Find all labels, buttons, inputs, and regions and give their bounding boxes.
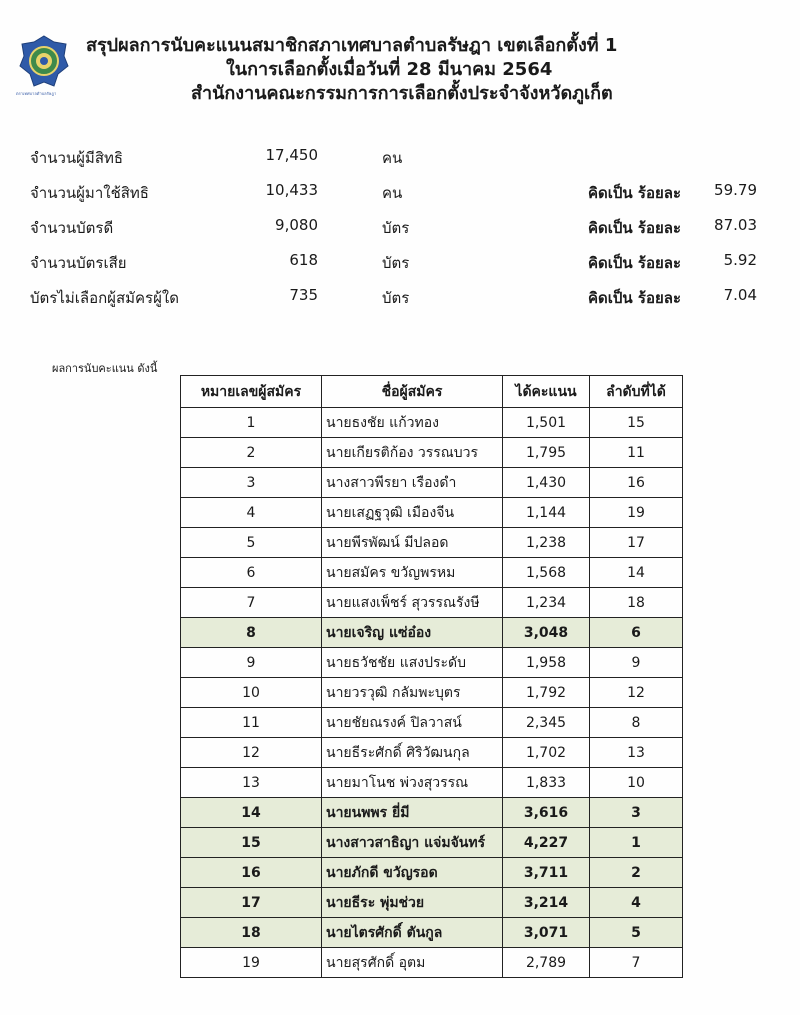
table-row — [181, 828, 683, 858]
table-body — [181, 408, 683, 978]
table-row — [181, 618, 683, 648]
table-row — [181, 888, 683, 918]
votes-cell: 2,789 — [503, 948, 590, 978]
rank-cell: 8 — [590, 708, 683, 738]
votes-cell: 1,234 — [503, 588, 590, 618]
candidate-number-cell: 5 — [181, 528, 322, 558]
rank-cell: 10 — [590, 768, 683, 798]
candidate-number-cell: 18 — [181, 918, 322, 948]
table-header-row — [181, 376, 683, 408]
votes-cell: 1,833 — [503, 768, 590, 798]
votes-cell: 3,616 — [503, 798, 590, 828]
candidate-name-cell: นายแสงเพ็ชร์ สุวรรณรังษี — [322, 588, 503, 618]
table-row — [181, 648, 683, 678]
rank-cell: 11 — [590, 438, 683, 468]
rank-cell: 5 — [590, 918, 683, 948]
stat-unit: บัตร — [382, 289, 410, 307]
stat-value: 735 — [289, 286, 318, 304]
rank-cell: 18 — [590, 588, 683, 618]
stat-percent: 87.03 — [714, 216, 757, 234]
header-votes: ได้คะแนน — [503, 376, 590, 408]
emblem-caption: ตราเทศบาลตำบลรัษฎา — [16, 91, 57, 96]
candidate-number-cell: 4 — [181, 498, 322, 528]
table-row — [181, 948, 683, 978]
candidate-name-cell: นายชัยณรงค์ ปิลวาสน์ — [322, 708, 503, 738]
rank-cell: 1 — [590, 828, 683, 858]
table-row — [181, 918, 683, 948]
stat-label: จำนวนบัตรดี — [30, 219, 114, 237]
rank-cell: 15 — [590, 408, 683, 438]
rank-cell: 17 — [590, 528, 683, 558]
table-row — [181, 438, 683, 468]
votes-cell: 1,238 — [503, 528, 590, 558]
candidate-name-cell: นายพีรพัฒน์ มีปลอด — [322, 528, 503, 558]
candidate-name-cell: นายมาโนช พ่วงสุวรรณ — [322, 768, 503, 798]
candidate-number-cell: 3 — [181, 468, 322, 498]
candidate-number-cell: 9 — [181, 648, 322, 678]
stat-percent: 59.79 — [714, 181, 757, 199]
candidate-name-cell: นายไตรศักดิ์ ตันกูล — [322, 918, 503, 948]
candidate-name-cell: นางสาวพีรยา เรืองดำ — [322, 468, 503, 498]
rank-cell: 9 — [590, 648, 683, 678]
candidate-name-cell: นายธงชัย แก้วทอง — [322, 408, 503, 438]
stat-unit: บัตร — [382, 254, 410, 272]
table-row — [181, 798, 683, 828]
stat-percent-label: คิดเป็น ร้อยละ — [588, 184, 682, 202]
stat-percent-label: คิดเป็น ร้อยละ — [588, 254, 682, 272]
rank-cell: 2 — [590, 858, 683, 888]
candidate-number-cell: 11 — [181, 708, 322, 738]
stat-unit: คน — [382, 149, 403, 167]
votes-cell: 1,568 — [503, 558, 590, 588]
stat-row — [0, 251, 800, 286]
stat-row — [0, 286, 800, 321]
candidate-number-cell: 12 — [181, 738, 322, 768]
votes-cell: 1,795 — [503, 438, 590, 468]
candidate-name-cell: นายธีระ พุ่มช่วย — [322, 888, 503, 918]
candidate-name-cell: นายเกียรติก้อง วรรณบวร — [322, 438, 503, 468]
rank-cell: 14 — [590, 558, 683, 588]
candidate-number-cell: 15 — [181, 828, 322, 858]
header-rank: ลำดับที่ได้ — [590, 376, 683, 408]
candidate-number-cell: 14 — [181, 798, 322, 828]
candidate-number-cell: 7 — [181, 588, 322, 618]
rank-cell: 13 — [590, 738, 683, 768]
stat-label: บัตรไม่เลือกผู้สมัครผู้ใด — [30, 289, 179, 307]
table-row — [181, 858, 683, 888]
stat-value: 618 — [289, 251, 318, 269]
stat-row — [0, 216, 800, 251]
votes-cell: 1,958 — [503, 648, 590, 678]
votes-cell: 3,711 — [503, 858, 590, 888]
header-candidate-number: หมายเลขผู้สมัคร — [181, 376, 322, 408]
candidate-name-cell: นายธวัชชัย แสงประดับ — [322, 648, 503, 678]
title-line-3: สำนักงานคณะกรรมการการเลือกตั้งประจำจังหวัดภูเก็ต — [191, 83, 613, 104]
table-row — [181, 498, 683, 528]
table-row — [181, 768, 683, 798]
candidate-name-cell: นายสุรศักดิ์ อุตม — [322, 948, 503, 978]
table-row — [181, 588, 683, 618]
stat-percent-label: คิดเป็น ร้อยละ — [588, 219, 682, 237]
rank-cell: 4 — [590, 888, 683, 918]
stat-value: 10,433 — [265, 181, 318, 199]
stat-row — [0, 181, 800, 216]
votes-cell: 4,227 — [503, 828, 590, 858]
stat-unit: บัตร — [382, 219, 410, 237]
table-row — [181, 558, 683, 588]
table-row — [181, 708, 683, 738]
votes-cell: 3,048 — [503, 618, 590, 648]
voting-statistics — [0, 146, 800, 321]
candidate-number-cell: 8 — [181, 618, 322, 648]
stat-row — [0, 146, 800, 181]
candidate-number-cell: 19 — [181, 948, 322, 978]
title-line-1: สรุปผลการนับคะแนนสมาชิกสภาเทศบาลตำบลรัษฎา เขตเลือกตั้งที่ 1 — [86, 35, 618, 56]
candidate-name-cell: นายเจริญ แซ่อ๋อง — [322, 618, 503, 648]
stat-value: 9,080 — [275, 216, 318, 234]
stat-label: จำนวนบัตรเสีย — [30, 254, 127, 272]
candidate-name-cell: นายธีระศักดิ์ ศิริวัฒนกุล — [322, 738, 503, 768]
stat-value: 17,450 — [265, 146, 318, 164]
candidate-number-cell: 6 — [181, 558, 322, 588]
candidate-number-cell: 1 — [181, 408, 322, 438]
stat-percent-label: คิดเป็น ร้อยละ — [588, 289, 682, 307]
votes-cell: 1,702 — [503, 738, 590, 768]
candidate-name-cell: นางสาวสาธิญา แจ่มจันทร์ — [322, 828, 503, 858]
stat-percent: 7.04 — [723, 286, 757, 304]
rank-cell: 19 — [590, 498, 683, 528]
candidate-number-cell: 16 — [181, 858, 322, 888]
stat-label: จำนวนผู้มีสิทธิ — [30, 149, 124, 167]
votes-cell: 1,430 — [503, 468, 590, 498]
votes-cell: 2,345 — [503, 708, 590, 738]
table-row — [181, 528, 683, 558]
results-title: ผลการนับคะแนน ดังนี้ — [52, 362, 158, 375]
rank-cell: 7 — [590, 948, 683, 978]
stat-percent: 5.92 — [723, 251, 757, 269]
rank-cell: 16 — [590, 468, 683, 498]
rank-cell: 12 — [590, 678, 683, 708]
rank-cell: 3 — [590, 798, 683, 828]
votes-cell: 1,144 — [503, 498, 590, 528]
table-row — [181, 738, 683, 768]
candidate-name-cell: นายวรวุฒิ กลัมพะบุตร — [322, 678, 503, 708]
candidate-number-cell: 13 — [181, 768, 322, 798]
table-row — [181, 408, 683, 438]
candidate-number-cell: 17 — [181, 888, 322, 918]
votes-cell: 3,214 — [503, 888, 590, 918]
results-table — [180, 375, 683, 978]
table-row — [181, 678, 683, 708]
table-row — [181, 468, 683, 498]
votes-cell: 1,501 — [503, 408, 590, 438]
stat-label: จำนวนผู้มาใช้สิทธิ — [30, 184, 149, 202]
candidate-name-cell: นายสมัคร ขวัญพรหม — [322, 558, 503, 588]
candidate-number-cell: 10 — [181, 678, 322, 708]
stat-unit: คน — [382, 184, 403, 202]
candidate-number-cell: 2 — [181, 438, 322, 468]
candidate-name-cell: นายภักดี ขวัญรอด — [322, 858, 503, 888]
votes-cell: 3,071 — [503, 918, 590, 948]
header-candidate-name: ชื่อผู้สมัคร — [322, 376, 503, 408]
votes-cell: 1,792 — [503, 678, 590, 708]
title-line-2: ในการเลือกตั้งเมื่อวันที่ 28 มีนาคม 2564 — [226, 59, 553, 80]
candidate-name-cell: นายเสฏฐวุฒิ เมืองจีน — [322, 498, 503, 528]
rank-cell: 6 — [590, 618, 683, 648]
document-title — [86, 34, 786, 106]
candidate-name-cell: นายนพพร ยี่มี — [322, 798, 503, 828]
municipal-emblem-logo — [18, 34, 70, 92]
